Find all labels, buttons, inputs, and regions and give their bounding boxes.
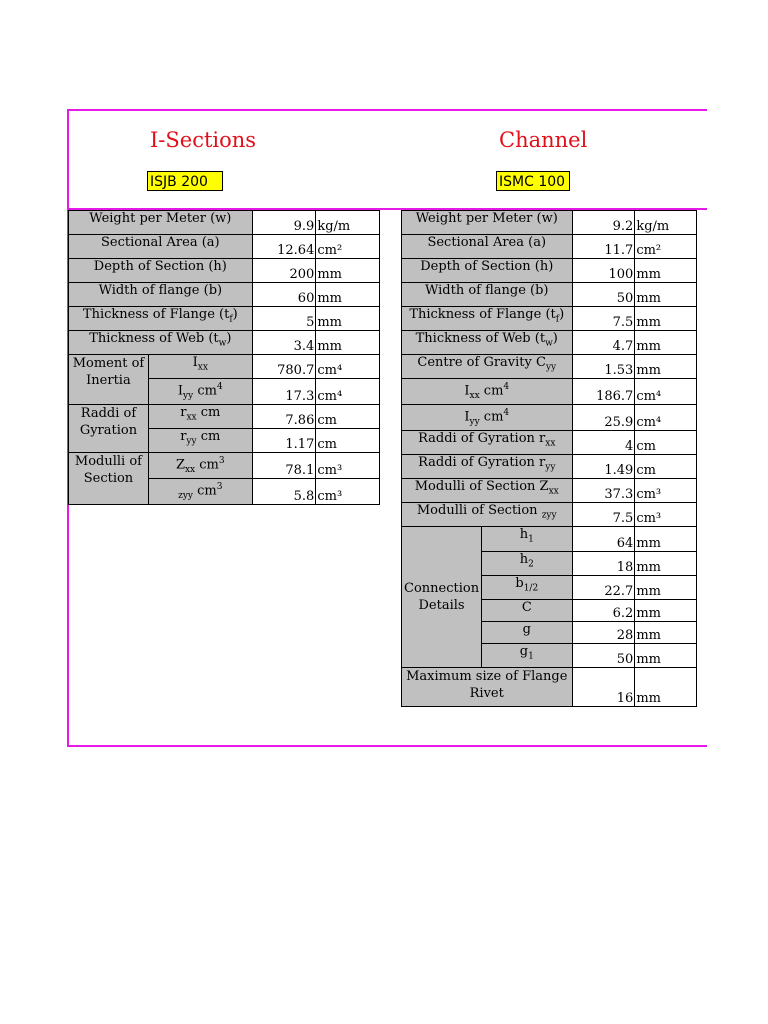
row-label: $b_{1/2}$ <box>482 575 572 599</box>
row-unit: kg/m <box>316 211 380 235</box>
row-unit: mm <box>316 283 380 307</box>
row-unit: cm⁴ <box>635 404 697 430</box>
row-unit: mm <box>635 355 697 379</box>
left-title: I-Sections <box>150 128 257 152</box>
row-value[interactable]: 3.4 <box>252 331 316 355</box>
row-unit: cm <box>635 430 697 454</box>
left-section-cell[interactable]: ISJB 200 <box>147 171 223 191</box>
row-unit: cm³ <box>316 478 380 504</box>
row-label: $I_{yy}$ $cm^4$ <box>402 404 573 430</box>
row-label: $_{zyy}$ $cm^3$ <box>148 478 252 504</box>
row-value[interactable]: 4.7 <box>572 331 635 355</box>
row-value[interactable]: 9.9 <box>252 211 316 235</box>
row-label: Width of flange (b) <box>402 283 573 307</box>
group-label: Connection Details <box>402 526 482 667</box>
row-value[interactable]: 200 <box>252 259 316 283</box>
table-row <box>402 235 697 259</box>
row-value[interactable]: 25.9 <box>572 404 635 430</box>
row-value[interactable]: 7.5 <box>572 307 635 331</box>
row-label: Centre of Gravity $C_{yy}$ <box>402 355 573 379</box>
row-label: $r_{xx}$ cm <box>148 404 252 428</box>
row-unit: cm <box>316 428 380 452</box>
i-section-table <box>68 210 380 505</box>
table-row <box>402 502 697 526</box>
row-label: g <box>482 621 572 643</box>
row-value[interactable]: 100 <box>572 259 635 283</box>
row-value[interactable]: 78.1 <box>252 452 316 478</box>
table-row <box>402 379 697 405</box>
row-value[interactable]: 37.3 <box>572 478 635 502</box>
row-label: $h_1$ <box>482 526 572 551</box>
row-label: Depth of Section (h) <box>69 259 253 283</box>
row-value[interactable]: 186.7 <box>572 379 635 405</box>
row-unit: cm⁴ <box>316 355 380 379</box>
row-label: Sectional Area (a) <box>402 235 573 259</box>
row-label: $I_{yy}$ $cm^4$ <box>148 379 252 405</box>
table-row <box>402 211 697 235</box>
row-unit: mm <box>635 667 697 706</box>
row-unit: mm <box>635 307 697 331</box>
group-label: Modulli of Section <box>69 452 149 504</box>
row-value[interactable]: 12.64 <box>252 235 316 259</box>
row-value[interactable]: 4 <box>572 430 635 454</box>
table-row <box>69 355 380 379</box>
table-row <box>69 452 380 478</box>
row-value[interactable]: 780.7 <box>252 355 316 379</box>
row-unit: cm <box>635 454 697 478</box>
table-row <box>402 283 697 307</box>
table-row <box>402 307 697 331</box>
table-row <box>402 259 697 283</box>
row-label: Thickness of Web $(t_w)$ <box>402 331 573 355</box>
row-unit: cm³ <box>635 502 697 526</box>
table-row <box>69 235 380 259</box>
row-unit: kg/m <box>635 211 697 235</box>
row-value[interactable]: 1.53 <box>572 355 635 379</box>
table-row <box>402 404 697 430</box>
row-value[interactable]: 60 <box>252 283 316 307</box>
row-unit: mm <box>635 331 697 355</box>
row-label: Thickness of Flange $(t_f)$ <box>402 307 573 331</box>
row-label: Modulli of Section $Z_{xx}$ <box>402 478 573 502</box>
table-row <box>69 211 380 235</box>
row-value[interactable]: 50 <box>572 283 635 307</box>
row-value[interactable]: 1.17 <box>252 428 316 452</box>
row-label: Thickness of Web $(t_w)$ <box>69 331 253 355</box>
right-section-cell[interactable]: ISMC 100 <box>496 171 570 191</box>
row-unit: cm² <box>316 235 380 259</box>
row-value[interactable]: 18 <box>572 551 635 575</box>
table-row <box>69 404 380 428</box>
row-value[interactable]: 6.2 <box>572 599 635 621</box>
row-label: Sectional Area (a) <box>69 235 253 259</box>
table-row <box>69 331 380 355</box>
row-label: Width of flange (b) <box>69 283 253 307</box>
row-label: $Z_{xx}$ $cm^3$ <box>148 452 252 478</box>
group-label: Moment of Inertia <box>69 355 149 405</box>
row-unit: mm <box>635 599 697 621</box>
row-label: Modulli of Section $_{zyy}$ <box>402 502 573 526</box>
group-label: Raddi of Gyration <box>69 404 149 452</box>
row-value[interactable]: 50 <box>572 643 635 667</box>
table-row <box>69 283 380 307</box>
row-unit: cm² <box>635 235 697 259</box>
row-unit: mm <box>635 575 697 599</box>
row-value[interactable]: 5 <box>252 307 316 331</box>
row-label: Maximum size of Flange Rivet <box>402 667 573 706</box>
row-unit: cm⁴ <box>635 379 697 405</box>
row-value[interactable]: 17.3 <box>252 379 316 405</box>
row-label: Raddi of Gyration $r_{xx}$ <box>402 430 573 454</box>
row-value[interactable]: 64 <box>572 526 635 551</box>
row-unit: mm <box>635 259 697 283</box>
table-row <box>402 430 697 454</box>
row-value[interactable]: 16 <box>572 667 635 706</box>
row-label: Raddi of Gyration $r_{yy}$ <box>402 454 573 478</box>
row-label: $h_2$ <box>482 551 572 575</box>
row-value[interactable]: 11.7 <box>572 235 635 259</box>
row-label: $g_1$ <box>482 643 572 667</box>
row-unit: mm <box>635 643 697 667</box>
row-value[interactable]: 7.86 <box>252 404 316 428</box>
row-unit: cm³ <box>635 478 697 502</box>
row-unit: mm <box>316 307 380 331</box>
row-unit: mm <box>635 526 697 551</box>
row-unit: cm <box>316 404 380 428</box>
row-label: $I_{xx}$ $cm^4$ <box>402 379 573 405</box>
table-row <box>69 259 380 283</box>
row-unit: cm⁴ <box>316 379 380 405</box>
row-label: $I_{xx}$ <box>148 355 252 379</box>
row-label: Depth of Section (h) <box>402 259 573 283</box>
row-value[interactable]: 9.2 <box>572 211 635 235</box>
row-unit: cm³ <box>316 452 380 478</box>
table-row <box>402 454 697 478</box>
row-label: Weight per Meter (w) <box>69 211 253 235</box>
row-label: Thickness of Flange $(t_f)$ <box>69 307 253 331</box>
row-value[interactable]: 22.7 <box>572 575 635 599</box>
table-row <box>402 667 697 706</box>
table-row <box>402 526 697 551</box>
row-unit: mm <box>316 259 380 283</box>
row-value[interactable]: 1.49 <box>572 454 635 478</box>
row-label: Weight per Meter (w) <box>402 211 573 235</box>
right-title: Channel <box>499 128 588 152</box>
row-value[interactable]: 7.5 <box>572 502 635 526</box>
row-unit: mm <box>635 621 697 643</box>
row-value[interactable]: 28 <box>572 621 635 643</box>
table-row <box>402 355 697 379</box>
row-value[interactable]: 5.8 <box>252 478 316 504</box>
table-row <box>402 331 697 355</box>
row-unit: mm <box>316 331 380 355</box>
row-unit: mm <box>635 283 697 307</box>
channel-table <box>401 210 697 707</box>
table-row <box>69 307 380 331</box>
row-label: C <box>482 599 572 621</box>
row-unit: mm <box>635 551 697 575</box>
row-label: $r_{yy}$ cm <box>148 428 252 452</box>
table-row <box>402 478 697 502</box>
